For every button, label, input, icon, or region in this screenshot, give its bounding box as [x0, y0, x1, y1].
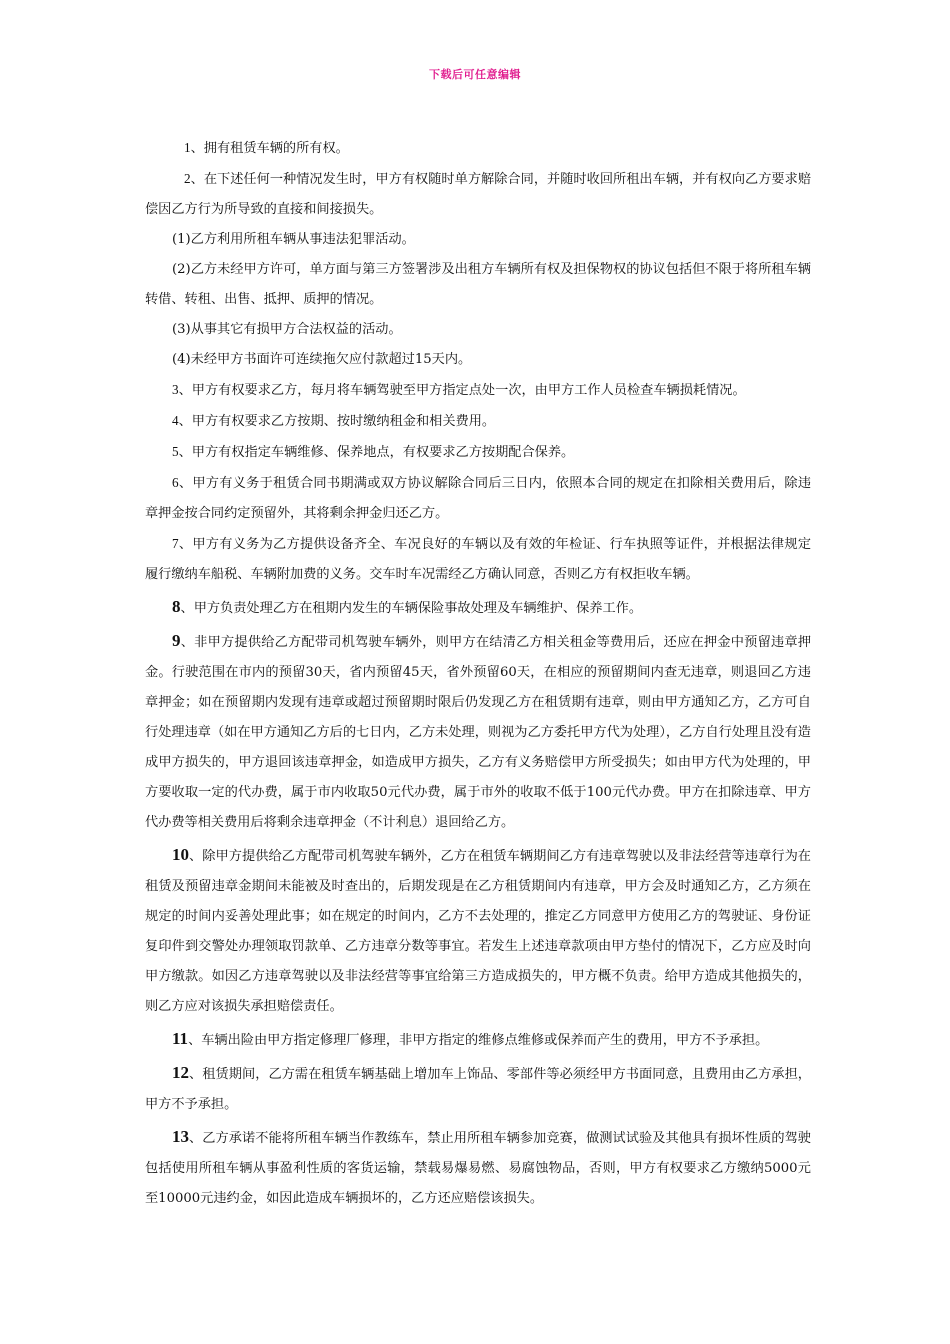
clause-separator: 、 [180, 635, 195, 650]
clause-paragraph [145, 437, 811, 468]
clause-separator: 、 [190, 141, 204, 156]
clause-paragraph [145, 133, 811, 164]
clause-text: 非甲方提供给乙方配带司机驾驶车辆外，则甲方在结清乙方相关租金等费用后，还应在押金中预留违章押金。行驶范围在市内的预留30天，省内预留45天，省外预留60天，在相应的预留期间内查无违章，则退回乙方违章押金；如在预留期内发现有违章或超过预留期时限后仍发现乙方在租赁期有违章，则由甲方通知乙方，乙方可自行处理违章（如在甲方通知乙方后的七日内，乙方未处理，则视为乙方委托甲方代为处理），乙方自行处理且没有造成甲方损失的，甲方退回该违章押金，如造成甲方损失，乙方有义务赔偿甲方所受损失；如由甲方代为处理的，甲方要收取一定的代办费，属于市内收取50元代办费，属于市外的收取不低于100元代办费。甲方在扣除违章、甲方代办费等相关费用后将剩余违章押金（不计利息）退回给乙方。 [145, 635, 812, 830]
clause-separator: 、 [189, 1067, 203, 1082]
clause-text: 甲方有权要求乙方按期、按时缴纳租金和相关费用。 [191, 414, 496, 429]
clause-number: 5 [172, 444, 179, 459]
clause-separator: 、 [178, 414, 192, 429]
clause-text: 甲方负责处理乙方在租期内发生的车辆保险事故处理及车辆维护、保养工作。 [193, 601, 643, 616]
clause-number: 13 [172, 1127, 189, 1146]
clause-text: (3)从事其它有损甲方合法权益的活动。 [172, 322, 402, 337]
clause-paragraph [145, 626, 811, 838]
clause-text: 在下述任何一种情况发生时，甲方有权随时单方解除合同，并随时收回所租出车辆，并有权向乙方要求赔偿因乙方行为所导致的直接和间接损失。 [145, 172, 812, 217]
clause-paragraph [145, 164, 811, 225]
clause-paragraph [145, 840, 811, 1022]
clause-number: 4 [172, 413, 179, 428]
document-body [145, 133, 811, 1214]
clause-text: (1)乙方利用所租车辆从事违法犯罪活动。 [172, 232, 415, 247]
clause-separator: 、 [190, 172, 204, 187]
clause-paragraph [145, 592, 811, 624]
clause-text: (4)未经甲方书面许可连续拖欠应付款超过15天内。 [172, 352, 472, 367]
clause-number: 10 [172, 845, 189, 864]
clause-separator: 、 [189, 1131, 203, 1146]
clause-number: 6 [172, 475, 179, 490]
clause-text: 甲方有义务为乙方提供设备齐全、车况良好的车辆以及有效的年检证、行车执照等证件，并根据法律规定履行缴纳车船税、车辆附加费的义务。交车时车况需经乙方确认同意，否则乙方有权拒收车辆。 [145, 537, 812, 582]
clause-separator: 、 [178, 445, 192, 460]
clause-text: 拥有租赁车辆的所有权。 [203, 141, 349, 156]
clause-number: 9 [172, 631, 181, 650]
clause-separator: 、 [178, 383, 192, 398]
clause-text: 除甲方提供给乙方配带司机驾驶车辆外，乙方在租赁车辆期间乙方有违章驾驶以及非法经营等违章行为在租赁及预留违章金期间未能被及时查出的，后期发现是在乙方租赁期间内有违章，甲方会及时通知乙方，乙方须在规定的时间内妥善处理此事；如在规定的时间内，乙方不去处理的，推定乙方同意甲方使用乙方的驾驶证、身份证复印件到交警处办理领取罚款单、乙方违章分数等事宜。若发生上述违章款项由甲方垫付的情况下，乙方应及时向甲方缴款。如因乙方违章驾驶以及非法经营等事宜给第三方造成损失的，甲方概不负责。给甲方造成其他损失的，则乙方应对该损失承担赔偿责任。 [145, 849, 811, 1014]
clause-number: 3 [172, 382, 179, 397]
clause-paragraph [145, 375, 811, 406]
clause-number: 8 [172, 597, 181, 616]
clause-text: 甲方有义务于租赁合同书期满或双方协议解除合同后三日内，依照本合同的规定在扣除相关费用后，除违章押金按合同约定预留外，其将剩余押金归还乙方。 [145, 476, 812, 521]
clause-separator: 、 [180, 601, 194, 616]
clause-paragraph [145, 1024, 811, 1056]
clause-text: 租赁期间，乙方需在租赁车辆基础上增加车上饰品、零部件等必须经甲方书面同意，且费用由乙方承担，甲方不予承担。 [145, 1067, 811, 1112]
clause-separator: 、 [178, 476, 193, 491]
clause-paragraph [145, 1122, 811, 1214]
clause-paragraph [145, 255, 811, 315]
clause-number: 11 [172, 1029, 189, 1048]
clause-number: 12 [172, 1063, 189, 1082]
clause-text: 甲方有权要求乙方，每月将车辆驾驶至甲方指定点处一次，由甲方工作人员检查车辆损耗情况。 [191, 383, 746, 398]
clause-text: 甲方有权指定车辆维修、保养地点，有权要求乙方按期配合保养。 [191, 445, 575, 460]
clause-paragraph [145, 225, 811, 255]
clause-paragraph [145, 315, 811, 345]
clause-text: 车辆出险由甲方指定修理厂修理，非甲方指定的维修点维修或保养而产生的费用，甲方不予承担。 [201, 1033, 769, 1048]
clause-text: (2)乙方未经甲方许可，单方面与第三方签署涉及出租方车辆所有权及担保物权的协议包括但不限于将所租车辆转借、转租、出售、抵押、质押的情况。 [145, 262, 811, 307]
clause-paragraph [145, 1058, 811, 1120]
header-note: 下载后可任意编辑 [429, 68, 521, 81]
clause-number: 7 [172, 536, 179, 551]
clause-paragraph [145, 406, 811, 437]
clause-number: 1 [184, 140, 191, 155]
clause-separator: 、 [189, 849, 203, 864]
clause-text: 乙方承诺不能将所租车辆当作教练车，禁止用所租车辆参加竞赛，做测试试验及其他具有损坏性质的驾驶包括使用所租车辆从事盈利性质的客货运输，禁载易爆易燃、易腐蚀物品，否则，甲方有权要求乙方缴纳5000元至10000元违约金，如因此造成车辆损坏的，乙方还应赔偿该损失。 [145, 1131, 811, 1206]
clause-number: 2 [184, 171, 191, 186]
clause-separator: 、 [188, 1033, 202, 1048]
clause-separator: 、 [178, 537, 193, 552]
clause-paragraph [145, 529, 811, 590]
clause-paragraph [145, 345, 811, 375]
clause-paragraph [145, 468, 811, 529]
